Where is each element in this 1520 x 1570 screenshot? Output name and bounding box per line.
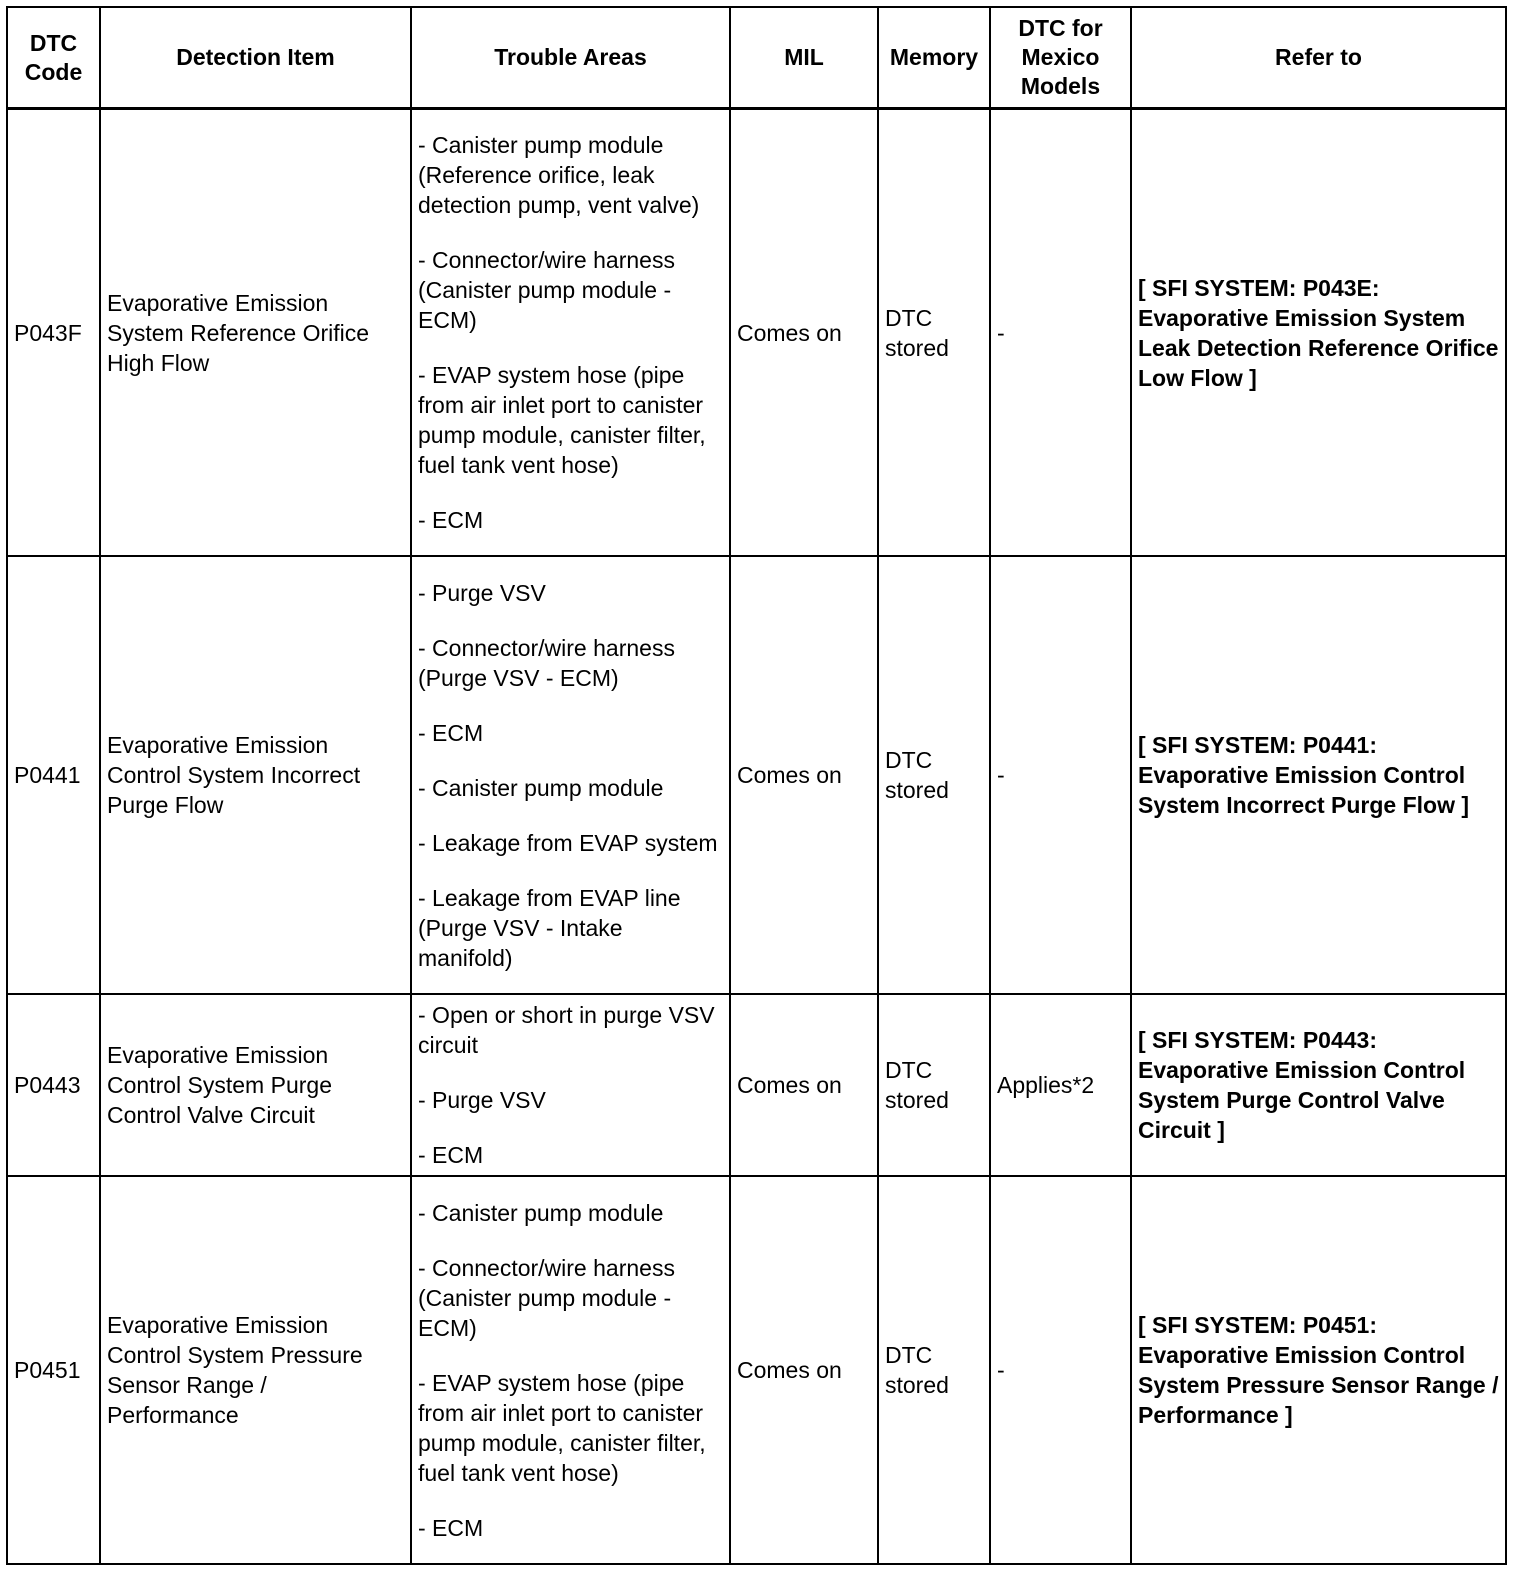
table-row: [7, 994, 1506, 1176]
refer-to-link[interactable]: [ SFI SYSTEM: P0441: Evaporative Emission Control System Incorrect Purge Flow ]: [1131, 556, 1506, 994]
table-header-row: [7, 7, 1506, 109]
dtc-code-cell: P043F: [7, 109, 100, 557]
trouble-area-item: - Canister pump module (Reference orifice, leak detection pump, vent valve): [418, 132, 700, 218]
dtc-table: [6, 6, 1507, 1565]
trouble-area-item: - Leakage from EVAP system: [418, 829, 718, 856]
trouble-area-item: - Purge VSV: [418, 579, 546, 606]
trouble-area-item: - Canister pump module: [418, 774, 664, 801]
trouble-area-item: - EVAP system hose (pipe from air inlet port to canister pump module, canister filter, fuel tank vent hose): [418, 362, 706, 478]
detection-item-cell: Evaporative Emission Control System Purge Control Valve Circuit: [100, 994, 411, 1176]
memory-cell: DTC stored: [878, 1176, 990, 1564]
trouble-area-item: - Connector/wire harness (Canister pump module - ECM): [418, 247, 675, 333]
mil-cell: Comes on: [730, 109, 878, 557]
mil-cell: Comes on: [730, 994, 878, 1176]
memory-cell: DTC stored: [878, 109, 990, 557]
header-memory: Memory: [878, 7, 990, 109]
header-trouble-areas: Trouble Areas: [411, 7, 730, 109]
dtc-code-cell: P0451: [7, 1176, 100, 1564]
trouble-areas-cell: [411, 1176, 730, 1564]
detection-item-cell: Evaporative Emission System Reference Orifice High Flow: [100, 109, 411, 557]
mexico-cell: -: [990, 556, 1131, 994]
memory-cell: DTC stored: [878, 556, 990, 994]
table-row: [7, 109, 1506, 557]
trouble-areas-cell: [411, 556, 730, 994]
mil-cell: Comes on: [730, 1176, 878, 1564]
header-dtc-code: DTC Code: [7, 7, 100, 109]
trouble-area-item: - ECM: [418, 719, 484, 746]
refer-to-link[interactable]: [ SFI SYSTEM: P043E: Evaporative Emission System Leak Detection Reference Orifice Low Flow ]: [1131, 109, 1506, 557]
refer-to-link[interactable]: [ SFI SYSTEM: P0451: Evaporative Emission Control System Pressure Sensor Range / Performance ]: [1131, 1176, 1506, 1564]
memory-cell: DTC stored: [878, 994, 990, 1176]
header-detection-item: Detection Item: [100, 7, 411, 109]
trouble-area-item: - Purge VSV: [418, 1087, 546, 1113]
dtc-code-cell: P0443: [7, 994, 100, 1176]
trouble-area-item: - EVAP system hose (pipe from air inlet port to canister pump module, canister filter, fuel tank vent hose): [418, 1369, 706, 1486]
trouble-area-item: - Connector/wire harness (Canister pump module - ECM): [418, 1254, 675, 1341]
header-refer-to: Refer to: [1131, 7, 1506, 109]
trouble-area-item: - Canister pump module: [418, 1199, 664, 1226]
dtc-code-cell: P0441: [7, 556, 100, 994]
detection-item-cell: Evaporative Emission Control System Incorrect Purge Flow: [100, 556, 411, 994]
mexico-cell: -: [990, 1176, 1131, 1564]
mexico-cell: -: [990, 109, 1131, 557]
refer-to-link[interactable]: [ SFI SYSTEM: P0443: Evaporative Emission Control System Purge Control Valve Circuit ]: [1131, 994, 1506, 1176]
header-mexico-models: DTC for Mexico Models: [990, 7, 1131, 109]
trouble-areas-cell: [411, 109, 730, 557]
header-mil: MIL: [730, 7, 878, 109]
table-row: [7, 556, 1506, 994]
trouble-area-item: - Connector/wire harness (Purge VSV - ECM): [418, 634, 675, 691]
trouble-area-item: - ECM: [418, 1142, 484, 1168]
mexico-cell: Applies*2: [990, 994, 1131, 1176]
table-row: [7, 1176, 1506, 1564]
mil-cell: Comes on: [730, 556, 878, 994]
trouble-areas-cell: [411, 994, 730, 1176]
trouble-area-item: - Open or short in purge VSV circuit: [418, 1002, 715, 1058]
trouble-area-item: - Leakage from EVAP line (Purge VSV - Intake manifold): [418, 884, 681, 971]
detection-item-cell: Evaporative Emission Control System Pressure Sensor Range / Performance: [100, 1176, 411, 1564]
trouble-area-item: - ECM: [418, 1514, 484, 1541]
trouble-area-item: - ECM: [418, 507, 484, 533]
